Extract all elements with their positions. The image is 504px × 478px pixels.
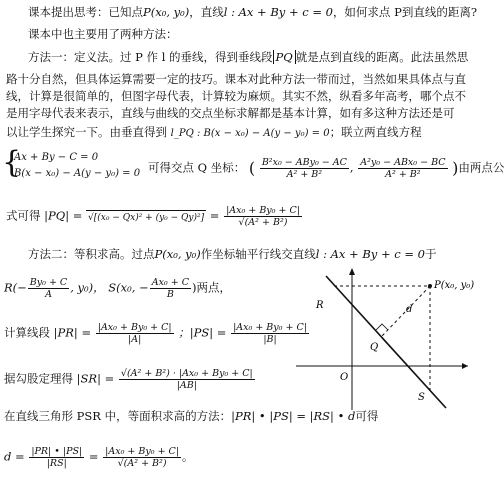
sr-lhs: |SR| = [76, 371, 115, 386]
text: ，直线 [189, 5, 224, 19]
pq-formula: 式可得 |PQ| = √[(x₀ − Qx)² + (y₀ − Qy)²] = $\frac{\text{|Ax₀ + By₀ + C|}}{\text{√(A² + B²)}}$ [6, 205, 300, 228]
text: 就是点到直线的距离。此法虽然思 [295, 50, 469, 64]
point-p: P(x₀, y₀) [143, 5, 190, 19]
perpendicular-equation: l_PQ : B(x − x₀) − A(y − y₀) = 0 [170, 128, 330, 139]
text: 于 [424, 247, 437, 261]
point-s-suffix: )两点， [192, 280, 231, 295]
sr-length [4, 368, 256, 391]
text: 作坐标轴平行线交直线 [200, 247, 316, 261]
text: ；联立两直线方程 [329, 125, 422, 139]
method1-line4: 是用字母代表来表示，直线与曲线的交点坐标求解都是基本计算，如有多这种方法还是可 [6, 106, 455, 120]
line-l [326, 276, 446, 408]
pr-lhs: |PR| = [53, 325, 92, 340]
r-fraction: $\frac{\text{By₀ + C}}{A}$ [29, 277, 68, 300]
equals: = [88, 449, 99, 464]
d-fraction-1: $\frac{|PR| • |PS|}{|RS|}$ [31, 446, 83, 469]
line-equation: l : Ax + By + c = 0 [315, 247, 425, 261]
text: 课本提出思考：已知点 [28, 5, 143, 19]
q-coordinates: 可得交点 Q 坐标： ( $\frac{\text{B²x₀ − ABy₀ − AC}}{\text{A² + B²}}$ , $\frac{\text{A²y₀ − ABx₀ − BC}}{\text{A² + B²}}$ )由两点公 [148, 157, 504, 180]
label-q: Q [370, 342, 379, 353]
d-lhs: d = [4, 449, 25, 464]
x-axis-arrow-icon [462, 363, 468, 369]
r-s-points [4, 277, 231, 300]
text: 据勾股定理得 [4, 371, 73, 386]
text: 可得交点 Q 坐标： [148, 160, 246, 175]
label-p: P(x₀, y₀) [434, 280, 475, 291]
pq-sqrt-expression: √[(x₀ − Qx)² + (y₀ − Qy)²] [86, 210, 206, 225]
text: 式可得 [6, 208, 41, 223]
text: 以让学生探究一下。由垂直得到 [6, 125, 167, 139]
line-equation: l : Ax + By + c = 0 [223, 5, 333, 19]
intro-question [28, 4, 477, 20]
pq-result: $\frac{\text{|Ax₀ + By₀ + C|}}{\text{√(A² + B²)}}$ [226, 205, 300, 228]
text: 由两点公 [458, 160, 504, 175]
geometry-diagram [296, 266, 475, 412]
system-brace: { [2, 145, 22, 180]
sr-fraction: $\frac{\text{√(A² + B²) · |Ax₀ + By₀ + C|}}{|AB|}$ [120, 368, 253, 391]
s-fraction: $\frac{\text{Ax₀ + C}}{B}$ [151, 277, 189, 300]
method1-line5 [6, 124, 422, 142]
system-eq1: Ax + By − C = 0 [14, 152, 99, 163]
pq-lhs: |PQ| = [44, 208, 83, 223]
point-p-dot [428, 284, 432, 288]
pr-ps-lengths [4, 322, 310, 345]
text: 方法二：等积求高。过点 [28, 247, 155, 261]
pr-fraction: $\frac{\text{|Ax₀ + By₀ + C|}}{|A|}$ [97, 322, 172, 345]
point-p: P(x₀, y₀) [154, 247, 201, 261]
text: 方法一：定义法。过 P 作 l 的垂线，得到垂线段 [28, 50, 273, 64]
period: 。 [182, 449, 194, 464]
method1-line2: 路十分自然，但具体运算需要一定的技巧。课本对此种方法一带而过，当然如果具体点与直 [6, 72, 466, 86]
text: 可得 [355, 409, 379, 423]
ps-fraction: $\frac{\text{|Ax₀ + By₀ + C|}}{|B|}$ [233, 322, 307, 345]
ps-lhs: ；|PS| = [178, 325, 227, 340]
label-d: d [406, 304, 413, 315]
d-fraction-2: $\frac{\text{|Ax₀ + By₀ + C|}}{\text{√(A² + B²)}}$ [105, 446, 180, 469]
label-r: R [316, 300, 324, 311]
point-r-suffix: , y₀)， [70, 280, 105, 295]
right-angle-mark [376, 324, 388, 330]
method2-line1 [28, 246, 436, 262]
y-axis-arrow-icon [349, 268, 355, 275]
text: ，如何求点 P到直线的距离? [332, 5, 477, 19]
point-r-prefix: R(− [4, 280, 27, 295]
methods-intro: 课本中也主要用了两种方法： [28, 27, 178, 41]
distance-result [4, 446, 194, 469]
method1-line3: 线，计算是很简单的，但图字母代表，计算较为麻烦。其实不然，纵看多年高考，哪个点不 [6, 89, 466, 103]
method1-line1 [28, 49, 468, 65]
area-equation: |PR| • |PS| = |RS| • d [231, 409, 356, 423]
text: 在直线三角形 PSR 中，等面积求高的方法： [4, 409, 232, 423]
point-s-prefix: S(x₀, − [108, 280, 149, 295]
label-o: O [340, 372, 349, 383]
system-eq2: B(x − x₀) − A(y − y₀) = 0 [14, 168, 141, 179]
label-s: S [418, 392, 425, 403]
segment-pq: PQ [273, 50, 296, 64]
q-y-fraction: $\frac{\text{A²y₀ − ABx₀ − BC}}{\text{A² + B²}}$ [360, 157, 446, 180]
text: 计算线段 [4, 325, 50, 340]
q-x-fraction: $\frac{\text{B²x₀ − ABy₀ − AC}}{\text{A² + B²}}$ [261, 157, 347, 180]
